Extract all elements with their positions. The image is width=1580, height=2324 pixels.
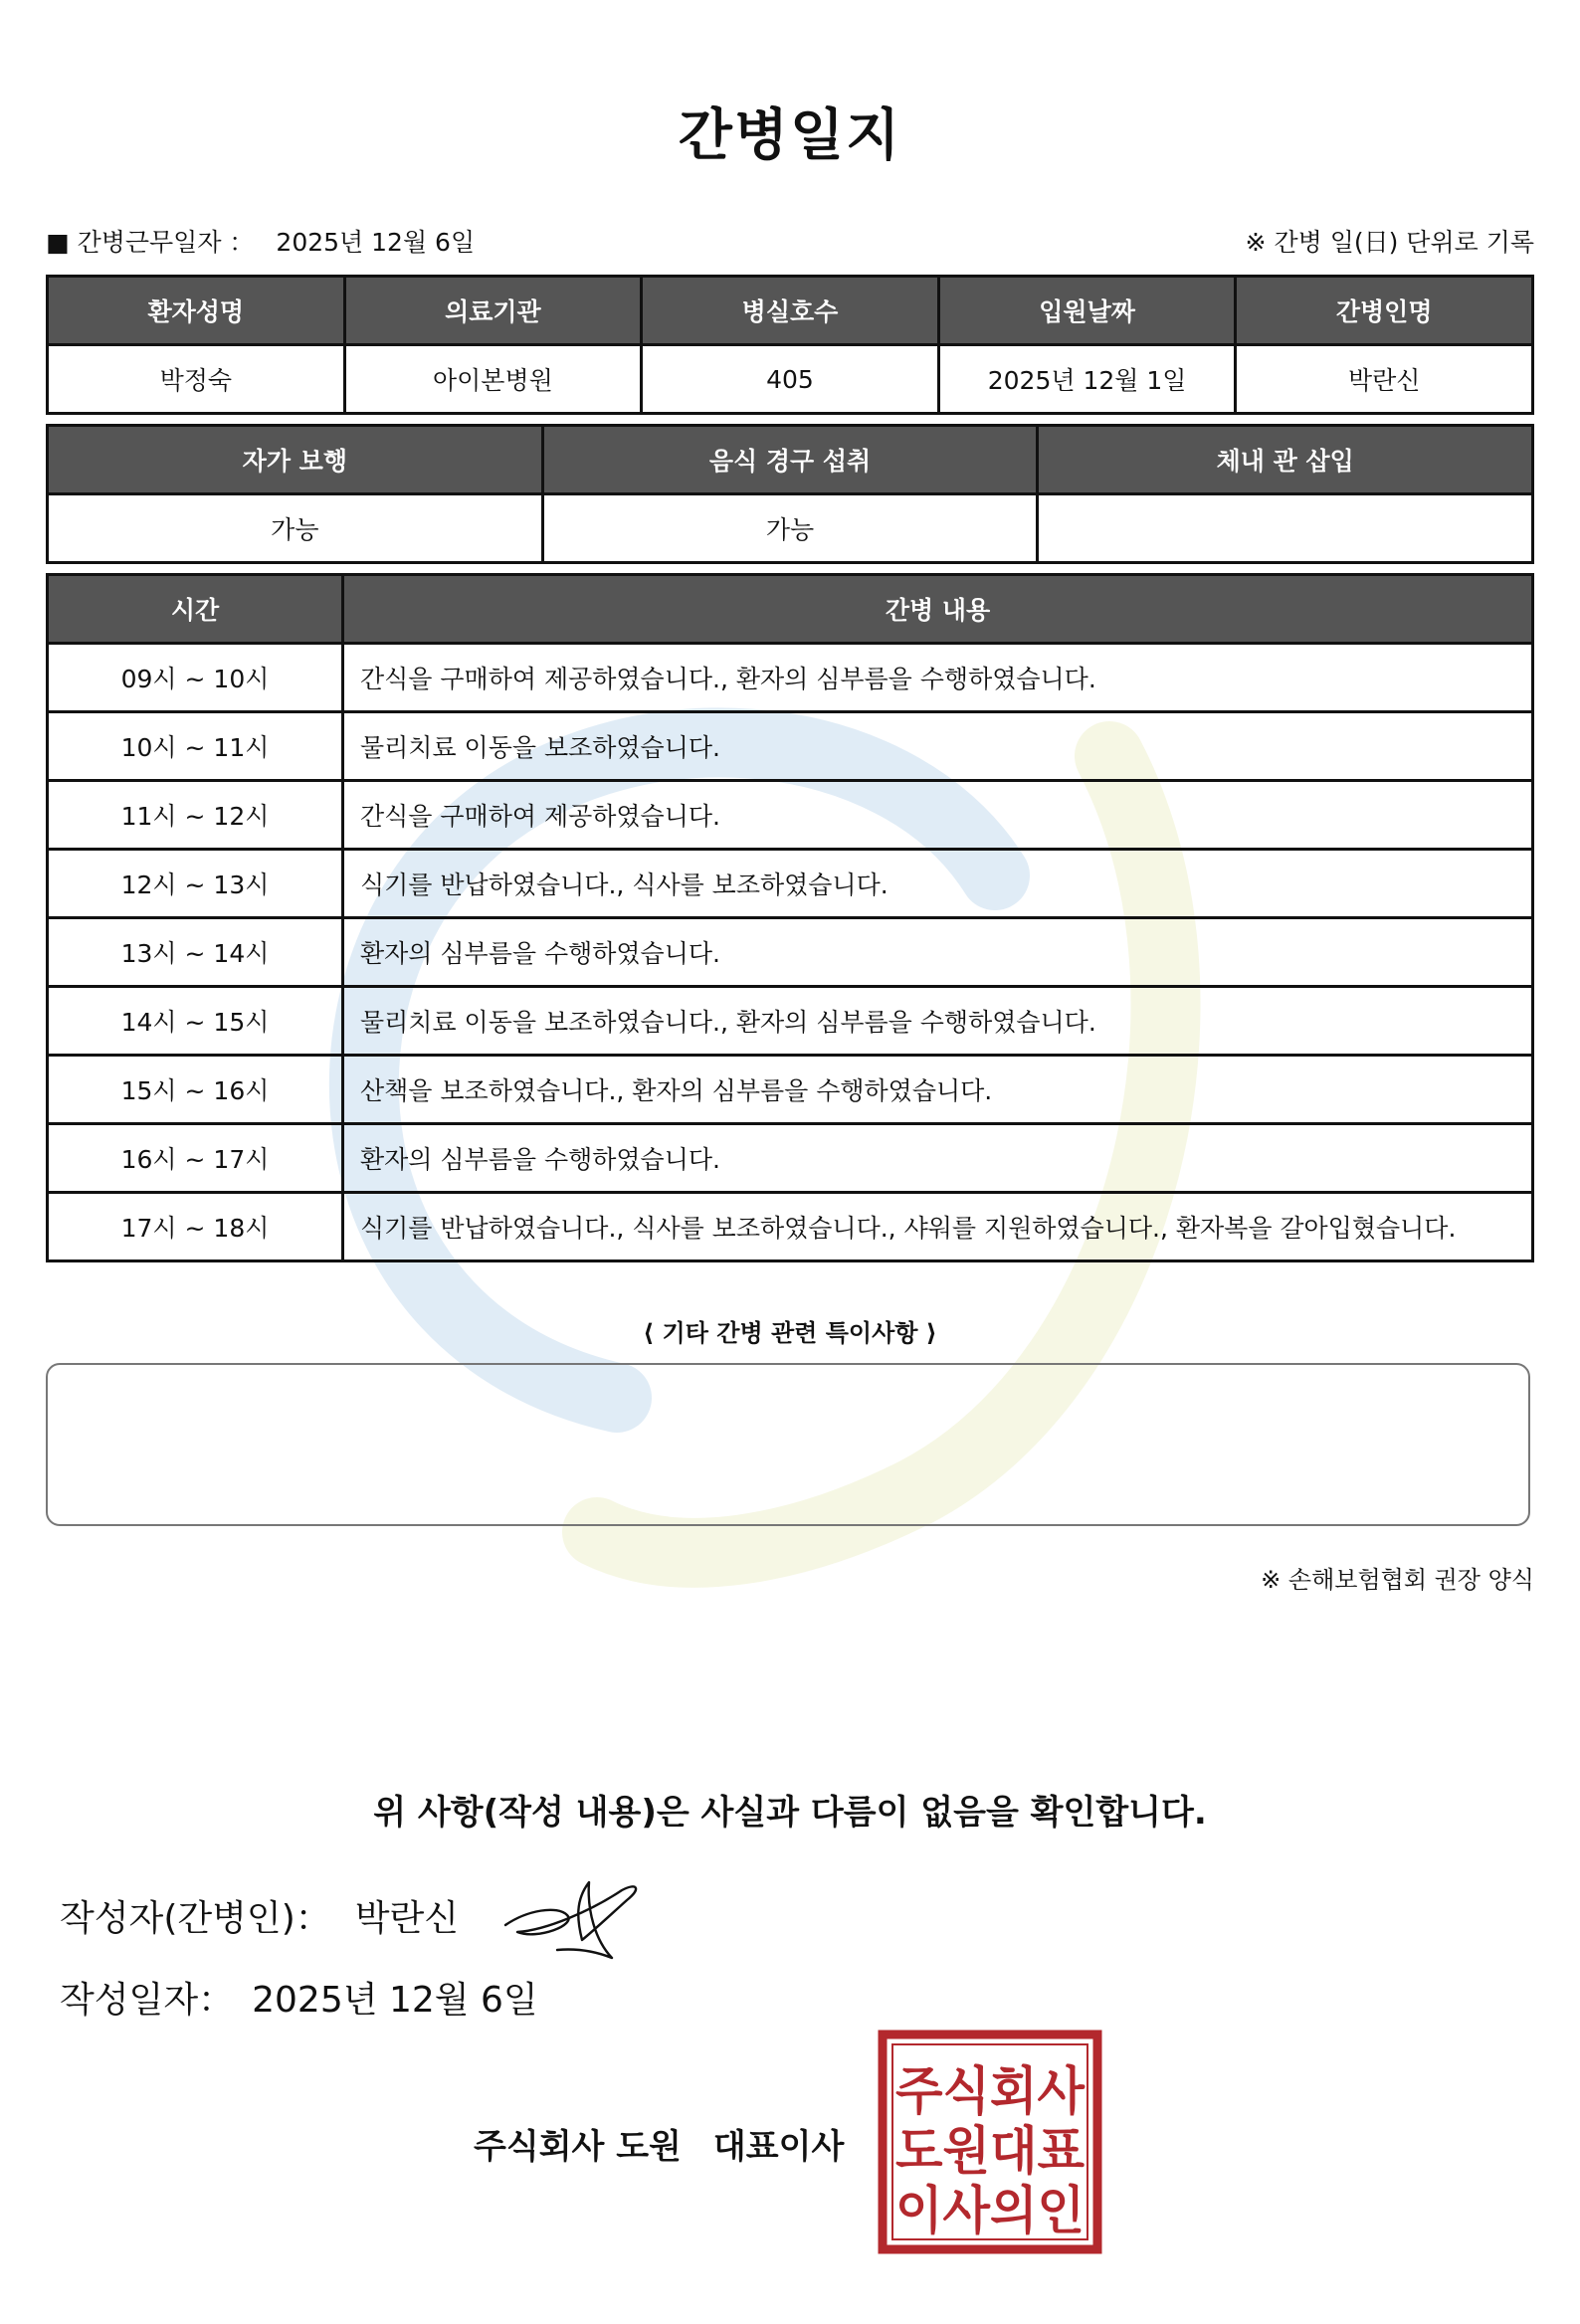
writer-name: 박란신 — [354, 1898, 460, 1939]
company-seal — [878, 2030, 1102, 2254]
time-slot: 12시 ~ 13시 — [48, 850, 343, 918]
care-content: 식기를 반납하였습니다., 식사를 보조하였습니다., 샤워를 지원하였습니다., 환자복을 갈아입혔습니다. — [343, 1193, 1533, 1261]
time-slot: 09시 ~ 10시 — [48, 644, 343, 712]
admission-date: 2025년 12월 1일 — [938, 345, 1236, 414]
table-row — [48, 918, 1533, 987]
work-date-label: ■ 간병근무일자 ： — [46, 228, 255, 257]
header-oral-intake: 음식 경구 섭취 — [542, 426, 1038, 494]
caregiver-name: 박란신 — [1236, 345, 1533, 414]
time-slot: 11시 ~ 12시 — [48, 781, 343, 850]
confirmation-statement: 위 사항(작성 내용)은 사실과 다름이 없음을 확인합니다. — [373, 1793, 1207, 1833]
care-content: 물리치료 이동을 보조하였습니다., 환자의 심부름을 수행하였습니다. — [343, 987, 1533, 1056]
tube-insertion-value — [1038, 494, 1533, 563]
company-name: 주식회사 도원 — [474, 2127, 682, 2167]
daily-record-note: ※ 간병 일(日) 단위로 기록 — [1245, 228, 1534, 257]
care-log-table — [46, 573, 1534, 1262]
header-hospital: 의료기관 — [344, 277, 642, 345]
table-row — [48, 1056, 1533, 1124]
svg-text:이사의인: 이사의인 — [895, 2182, 1085, 2241]
self-walking-value: 가능 — [48, 494, 543, 563]
remarks-title: ⟨ 기타 간병 관련 특이사항 ⟩ — [643, 1319, 937, 1347]
care-content: 간식을 구매하여 제공하였습니다., 환자의 심부름을 수행하였습니다. — [343, 644, 1533, 712]
company-signature-line — [474, 2119, 844, 2168]
header-care-content: 간병 내용 — [343, 575, 1533, 644]
care-content: 환자의 심부름을 수행하였습니다. — [343, 918, 1533, 987]
oral-intake-value: 가능 — [542, 494, 1038, 563]
patient-name: 박정숙 — [48, 345, 345, 414]
room-number: 405 — [642, 345, 939, 414]
document-title: 간병일지 — [678, 103, 902, 168]
form-note: ※ 손해보험협회 권장 양식 — [1261, 1566, 1534, 1594]
writer-label: 작성자(간병인)： — [60, 1898, 331, 1939]
care-content: 물리치료 이동을 보조하였습니다. — [343, 712, 1533, 781]
hospital-name: 아이본병원 — [344, 345, 642, 414]
care-content: 산책을 보조하였습니다., 환자의 심부름을 수행하였습니다. — [343, 1056, 1533, 1124]
remarks-box — [46, 1363, 1530, 1526]
time-slot: 13시 ~ 14시 — [48, 918, 343, 987]
work-date-line — [46, 223, 475, 259]
patient-info-table — [46, 275, 1534, 415]
time-slot: 14시 ~ 15시 — [48, 987, 343, 1056]
ceo-title: 대표이사 — [712, 2127, 845, 2167]
table-row — [48, 1193, 1533, 1261]
care-content: 환자의 심부름을 수행하였습니다. — [343, 1124, 1533, 1193]
header-room-number: 병실호수 — [642, 277, 939, 345]
work-date-value: 2025년 12월 6일 — [276, 228, 476, 257]
written-date-label: 작성일자： — [60, 1980, 235, 2021]
header-time: 시간 — [48, 575, 343, 644]
patient-status-header-row — [48, 426, 1533, 494]
patient-status-table — [46, 424, 1534, 564]
header-tube-insertion: 체내 관 삽입 — [1038, 426, 1533, 494]
patient-info-value-row — [48, 345, 1533, 414]
care-content: 간식을 구매하여 제공하였습니다. — [343, 781, 1533, 850]
written-date-line — [60, 1972, 538, 2023]
patient-info-header-row — [48, 277, 1533, 345]
patient-status-value-row — [48, 494, 1533, 563]
table-row — [48, 644, 1533, 712]
meta-row — [46, 223, 1534, 259]
time-slot: 17시 ~ 18시 — [48, 1193, 343, 1261]
svg-text:주식회사: 주식회사 — [895, 2062, 1086, 2122]
handwritten-signature — [497, 1870, 647, 1970]
care-content: 식기를 반납하였습니다., 식사를 보조하였습니다. — [343, 850, 1533, 918]
header-self-walking: 자가 보행 — [48, 426, 543, 494]
table-row — [48, 712, 1533, 781]
table-row — [48, 850, 1533, 918]
header-caregiver-name: 간병인명 — [1236, 277, 1533, 345]
header-admission-date: 입원날짜 — [938, 277, 1236, 345]
written-date-value: 2025년 12월 6일 — [252, 1980, 538, 2021]
table-row — [48, 781, 1533, 850]
header-patient-name: 환자성명 — [48, 277, 345, 345]
writer-line — [60, 1890, 459, 1941]
time-slot: 16시 ~ 17시 — [48, 1124, 343, 1193]
svg-text:도원대표: 도원대표 — [895, 2122, 1085, 2182]
care-log-header-row — [48, 575, 1533, 644]
time-slot: 15시 ~ 16시 — [48, 1056, 343, 1124]
table-row — [48, 1124, 1533, 1193]
time-slot: 10시 ~ 11시 — [48, 712, 343, 781]
table-row — [48, 987, 1533, 1056]
